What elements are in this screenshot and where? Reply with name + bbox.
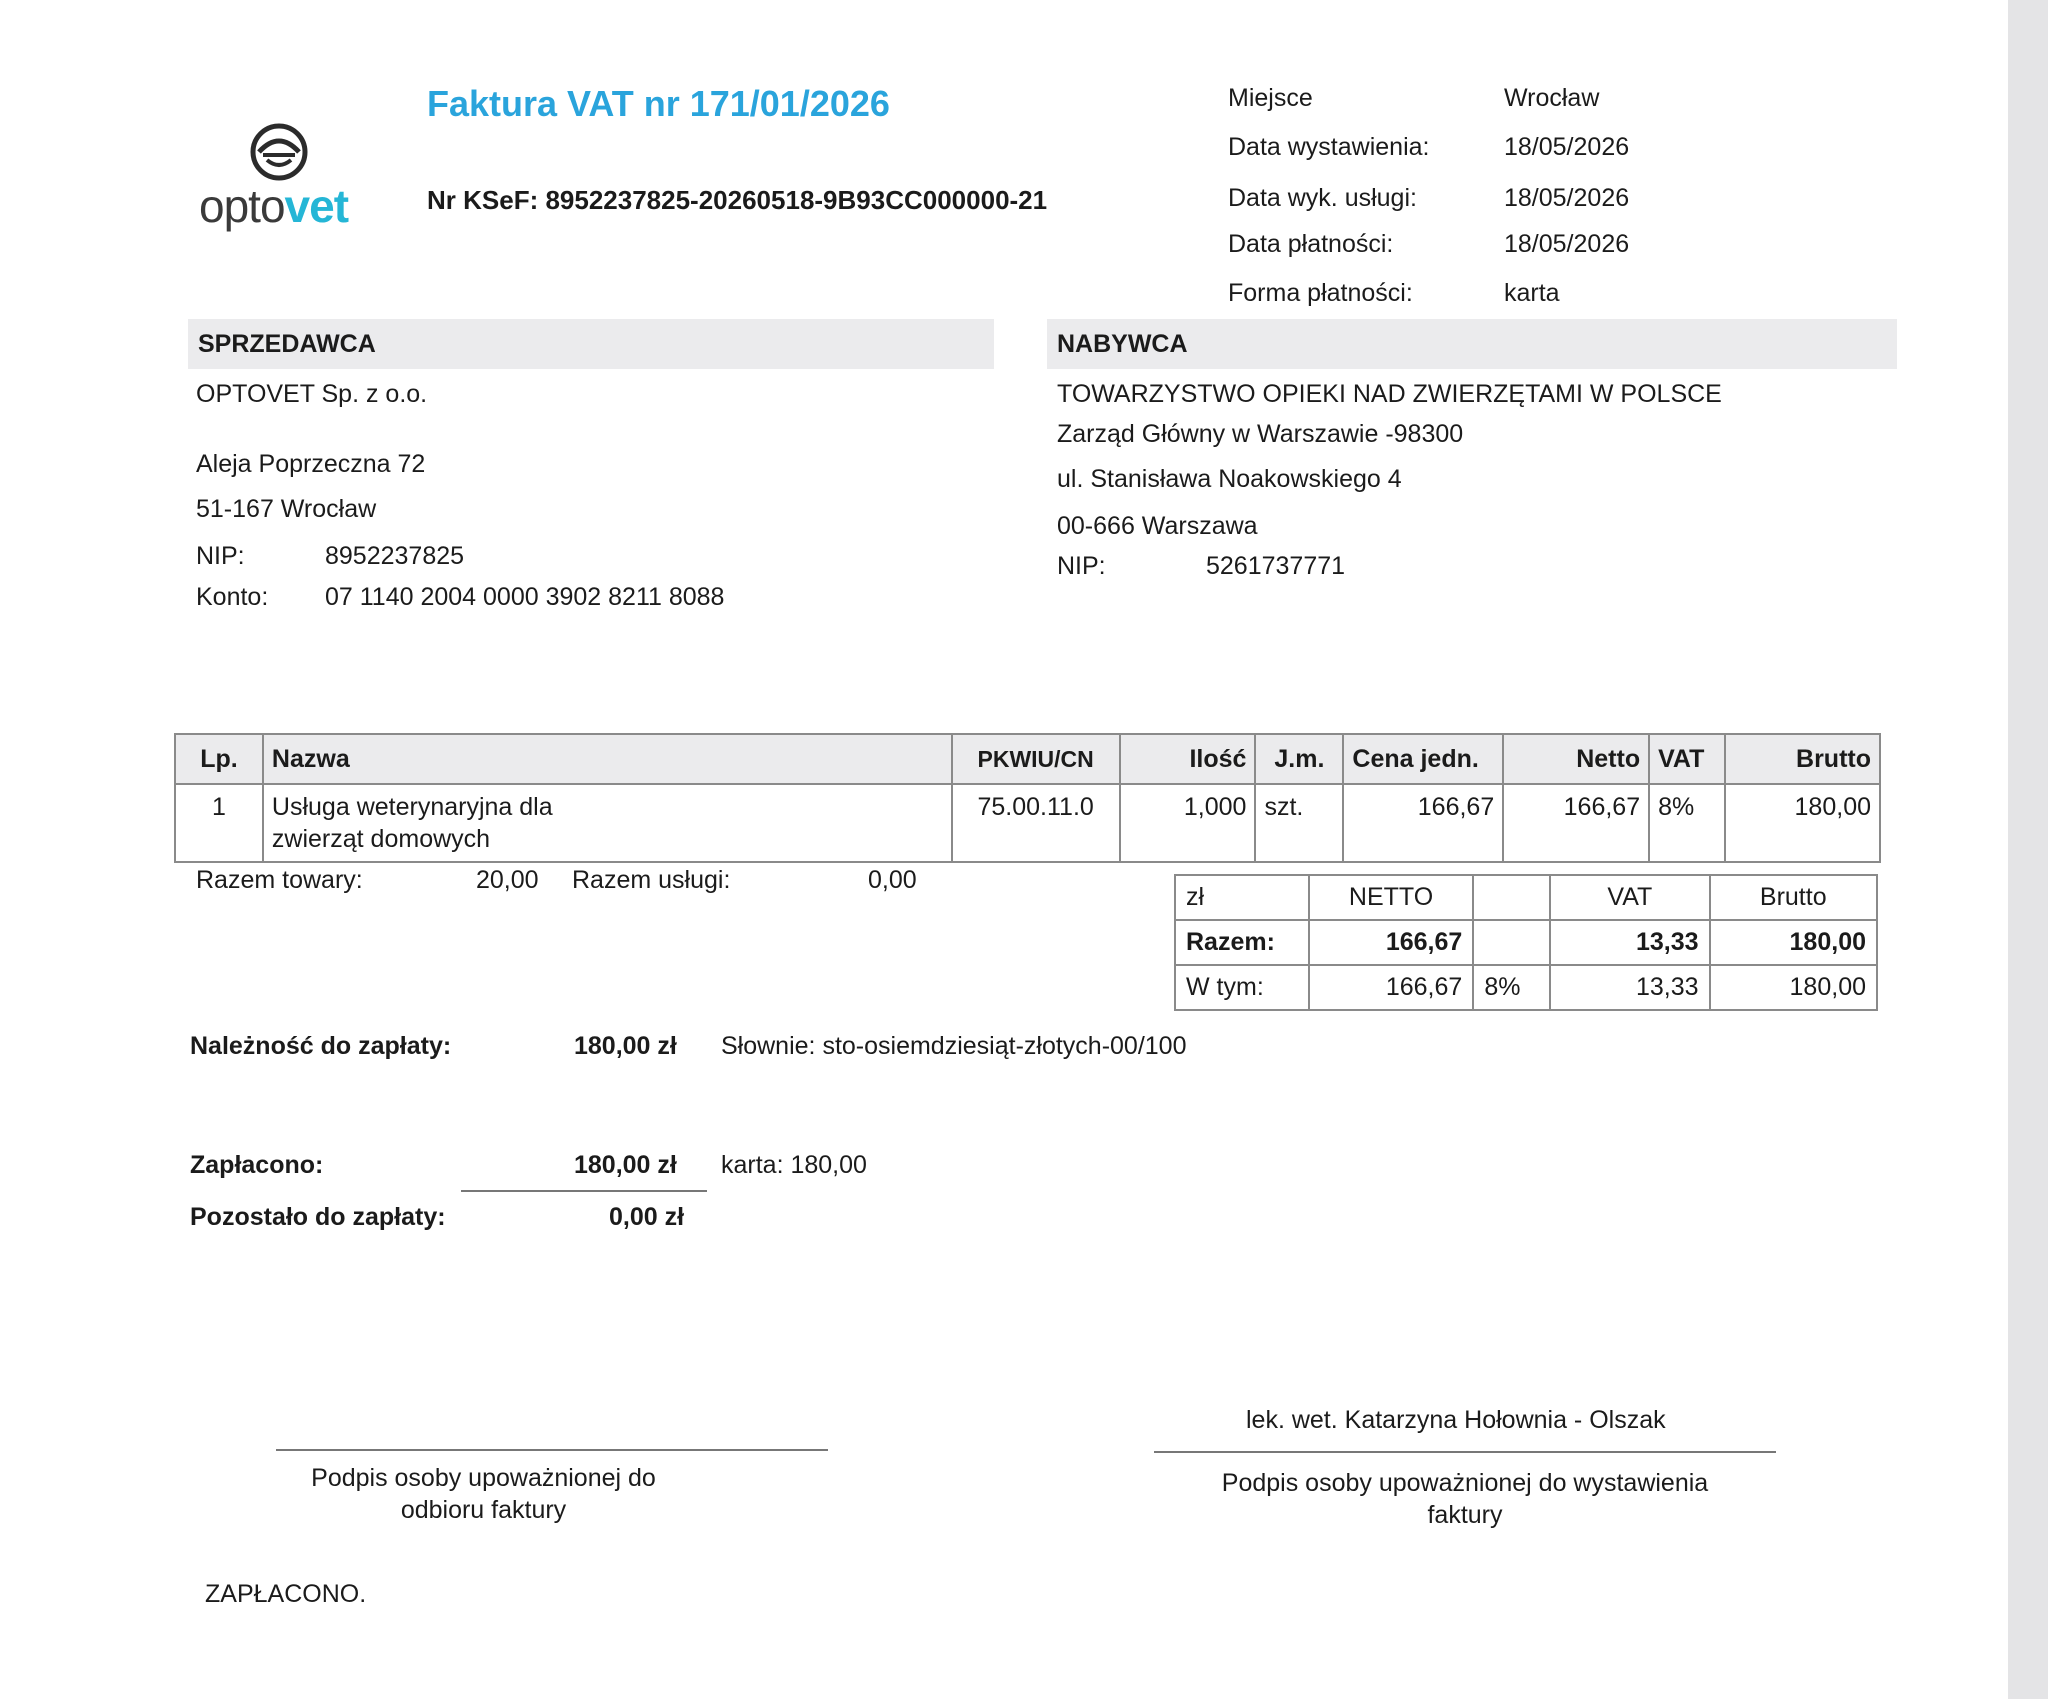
col-name-header: Nazwa xyxy=(263,734,952,784)
item-netto: 166,67 xyxy=(1503,784,1649,862)
issuer-name: lek. wet. Katarzyna Hołownia - Olszak xyxy=(1246,1406,1666,1434)
meta-payment-form-label: Forma płatności: xyxy=(1228,279,1413,307)
seller-account: 07 1140 2004 0000 3902 8211 8088 xyxy=(325,583,725,611)
vat-summary-table xyxy=(1174,874,1878,1011)
item-brutto: 180,00 xyxy=(1725,784,1880,862)
paid-label: Zapłacono: xyxy=(190,1151,324,1179)
services-total-label: Razem usługi: xyxy=(572,866,731,894)
item-name-line1: Usługa weterynaryjna dla xyxy=(271,793,553,821)
invoice-title: Faktura VAT nr 171/01/2026 xyxy=(427,83,890,124)
item-unit: szt. xyxy=(1255,784,1343,862)
items-header-row xyxy=(175,734,1880,784)
issuer-caption-line2: faktury xyxy=(1427,1501,1503,1529)
item-name xyxy=(263,784,952,862)
receiver-signature-line xyxy=(276,1449,828,1451)
receiver-signature-caption xyxy=(276,1462,691,1526)
seller-street: Aleja Poprzeczna 72 xyxy=(196,450,426,478)
vat-summary-of-row xyxy=(1175,965,1877,1010)
vat-of-vat: 13,33 xyxy=(1550,965,1709,1010)
paid-value: 180,00 zł xyxy=(574,1151,677,1179)
meta-payment-form-value: karta xyxy=(1504,279,1560,307)
vat-header-brutto: Brutto xyxy=(1710,875,1877,920)
buyer-nip: 5261737771 xyxy=(1206,552,1346,580)
meta-issue-date-label: Data wystawienia: xyxy=(1228,133,1430,161)
item-name-line2: zwierząt domowych xyxy=(271,825,491,853)
optovet-logo-icon xyxy=(249,122,309,182)
vat-total-brutto: 180,00 xyxy=(1710,920,1877,965)
seller-city: 51-167 Wrocław xyxy=(196,495,377,523)
paid-method: karta: 180,00 xyxy=(721,1151,867,1179)
amount-in-words: Słownie: sto-osiemdziesiąt-złotych-00/100 xyxy=(721,1032,1187,1060)
seller-account-label: Konto: xyxy=(196,583,269,611)
vat-total-netto: 166,67 xyxy=(1309,920,1474,965)
buyer-nip-label: NIP: xyxy=(1057,552,1106,580)
buyer-name-line1: TOWARZYSTWO OPIEKI NAD ZWIERZĘTAMI W POLSCE xyxy=(1057,380,1722,408)
buyer-street: ul. Stanisława Noakowskiego 4 xyxy=(1057,465,1402,493)
seller-nip: 8952237825 xyxy=(325,542,465,570)
meta-place-value: Wrocław xyxy=(1504,84,1600,112)
meta-issue-date-value: 18/05/2026 xyxy=(1504,133,1630,161)
meta-payment-date-value: 18/05/2026 xyxy=(1504,230,1630,258)
amount-due-label: Należność do zapłaty: xyxy=(190,1032,452,1060)
item-qty: 1,000 xyxy=(1120,784,1256,862)
col-lp-header: Lp. xyxy=(175,734,263,784)
vat-of-netto: 166,67 xyxy=(1309,965,1474,1010)
vat-of-label: W tym: xyxy=(1175,965,1309,1010)
item-lp: 1 xyxy=(175,784,263,862)
meta-place-label: Miejsce xyxy=(1228,84,1313,112)
vat-currency: zł xyxy=(1175,875,1309,920)
ksef-number: Nr KSeF: 8952237825-20260518-9B93CC000000-21 xyxy=(427,185,1048,215)
vat-header-netto: NETTO xyxy=(1309,875,1474,920)
item-price: 166,67 xyxy=(1343,784,1503,862)
issuer-signature-line xyxy=(1154,1451,1776,1453)
issuer-signature-caption xyxy=(1154,1467,1776,1531)
vat-summary-total-row xyxy=(1175,920,1877,965)
goods-total-value: 20,00 xyxy=(476,866,539,894)
item-pkwiu: 75.00.11.0 xyxy=(952,784,1120,862)
meta-service-date-label: Data wyk. usługi: xyxy=(1228,184,1417,212)
amount-due-value: 180,00 zł xyxy=(574,1032,677,1060)
remaining-label: Pozostało do zapłaty: xyxy=(190,1203,446,1231)
page-edge-strip xyxy=(2008,0,2048,1699)
optovet-logo-text: optovet xyxy=(199,180,349,232)
vat-total-rate xyxy=(1473,920,1550,965)
seller-heading: SPRZEDAWCA xyxy=(188,319,994,369)
paid-stamp: ZAPŁACONO. xyxy=(205,1580,367,1608)
col-unit-header: J.m. xyxy=(1255,734,1343,784)
receiver-caption-line2: odbioru faktury xyxy=(400,1496,567,1524)
seller-name: OPTOVET Sp. z o.o. xyxy=(196,380,428,408)
col-price-header: Cena jedn. xyxy=(1343,734,1503,784)
vat-summary-header-row xyxy=(1175,875,1877,920)
vat-total-label: Razem: xyxy=(1175,920,1309,965)
buyer-heading: NABYWCA xyxy=(1047,319,1897,369)
issuer-caption-line1: Podpis osoby upoważnionej do wystawienia xyxy=(1221,1469,1709,1497)
meta-payment-date-label: Data płatności: xyxy=(1228,230,1394,258)
services-total-value: 0,00 xyxy=(868,866,917,894)
goods-total-label: Razem towary: xyxy=(196,866,363,894)
vat-of-brutto: 180,00 xyxy=(1710,965,1877,1010)
vat-header-vat: VAT xyxy=(1550,875,1709,920)
col-brutto-header: Brutto xyxy=(1725,734,1880,784)
col-vat-header: VAT xyxy=(1649,734,1725,784)
meta-service-date-value: 18/05/2026 xyxy=(1504,184,1630,212)
vat-header-rate xyxy=(1473,875,1550,920)
paid-divider xyxy=(461,1190,707,1192)
col-qty-header: Ilość xyxy=(1120,734,1256,784)
seller-nip-label: NIP: xyxy=(196,542,245,570)
buyer-city: 00-666 Warszawa xyxy=(1057,512,1258,540)
col-pkwiu-header: PKWIU/CN xyxy=(952,734,1120,784)
item-vat: 8% xyxy=(1649,784,1725,862)
remaining-value: 0,00 zł xyxy=(609,1203,685,1231)
table-row xyxy=(175,784,1880,862)
vat-of-rate: 8% xyxy=(1473,965,1550,1010)
buyer-name-line2: Zarząd Główny w Warszawie -98300 xyxy=(1057,420,1464,448)
col-netto-header: Netto xyxy=(1503,734,1649,784)
receiver-caption-line1: Podpis osoby upoważnionej do xyxy=(311,1464,656,1492)
items-table xyxy=(174,733,1881,863)
vat-total-vat: 13,33 xyxy=(1550,920,1709,965)
